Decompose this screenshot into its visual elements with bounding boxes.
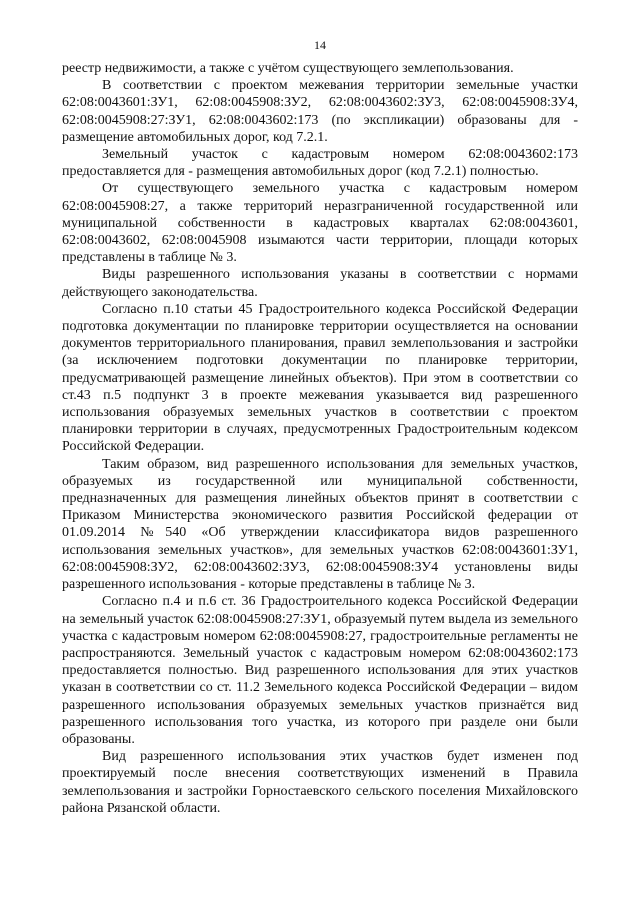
page-number: 14 xyxy=(314,38,326,52)
paragraph: Вид разрешенного использования этих участков будет изменен под проектируемый после внесения соответствующих изменений в Правила землепользования и застройки Горностаевского сельского поселения Михайловского района Рязанской области. xyxy=(62,749,578,816)
document-body xyxy=(62,60,578,817)
paragraph: В соответствии с проектом межевания территории земельные участки 62:08:0043601:ЗУ1, 62:08:0045908:ЗУ2, 62:08:0043602:ЗУ3, 62:08:0045908:ЗУ4, 62:08:0045908:27:ЗУ1, 62:08:0043602:173 (по экспликации) образованы для - размещение автомобильных дорог, код 7.2.1. xyxy=(62,78,578,145)
paragraph: Виды разрешенного использования указаны в соответствии с нормами действующего законодательства. xyxy=(62,267,578,300)
paragraph: Земельный участок с кадастровым номером 62:08:0043602:173 предоставляется для - размещения автомобильных дорог (код 7.2.1) полностью. xyxy=(62,147,578,180)
paragraph: От существующего земельного участка с кадастровым номером 62:08:0045908:27, а также территорий неразграниченной государственной или муниципальной собственности в кадастровых кварталах 62:08:0043601, 62:08:0043602, 62:08:0045908 изымаются части территории, площади которых представлены в таблице № 3. xyxy=(62,181,578,266)
paragraph: Таким образом, вид разрешенного использования для земельных участков, образуемых из государственной или муниципальной собственности, предназначенных для размещения линейных объектов принят в соответствии с Приказом Министерства экономического развития Российской федерации от 01.09.2014 №540 «Об утверждении классификатора видов разрешенного использования земельных участков», для земельных участков 62:08:0043601:ЗУ1, 62:08:0045908:ЗУ2, 62:08:0043602:ЗУ3, 62:08:0045908:ЗУ4 установлены виды разрешенного использования - которые представлены в таблице № 3. xyxy=(62,456,578,593)
paragraph: Согласно п.10 статьи 45 Градостроительного кодекса Российской Федерации подготовка документации по планировке территории осуществляется на основании документов территориального планирования, правил землепользования и застройки (за исключением подготовки документации по планировке территории, предусматривающей размещение линейных объектов). При этом в соответствии со ст.43 п.5 подпункт 3 в проекте межевания указывается вид разрешенного использования образуемых земельных участков в соответствии с проектом планировки территории в случаях, предусмотренных Градостроительным кодексом Российской Федерации. xyxy=(62,301,578,455)
paragraph: реестр недвижимости, а также с учётом существующего землепользования. xyxy=(62,61,514,76)
paragraph: Согласно п.4 и п.6 ст. 36 Градостроительного кодекса Российской Федерации на земельный участок 62:08:0045908:27:ЗУ1, образуемый путем выдела из земельного участка с кадастровым номером 62:08:0045908:27, градостроительные регламенты не распространяются. Земельный участок с кадастровым номером 62:08:0043602:173 предоставляется полностью. Вид разрешенного использования для этих участков указан в соответствии со ст. 11.2 Земельного кодекса Российской Федерации – видом разрешенного использования образуемых земельных участков признаётся вид разрешенного использования того участка, из которого при разделе они были образованы. xyxy=(62,594,578,747)
